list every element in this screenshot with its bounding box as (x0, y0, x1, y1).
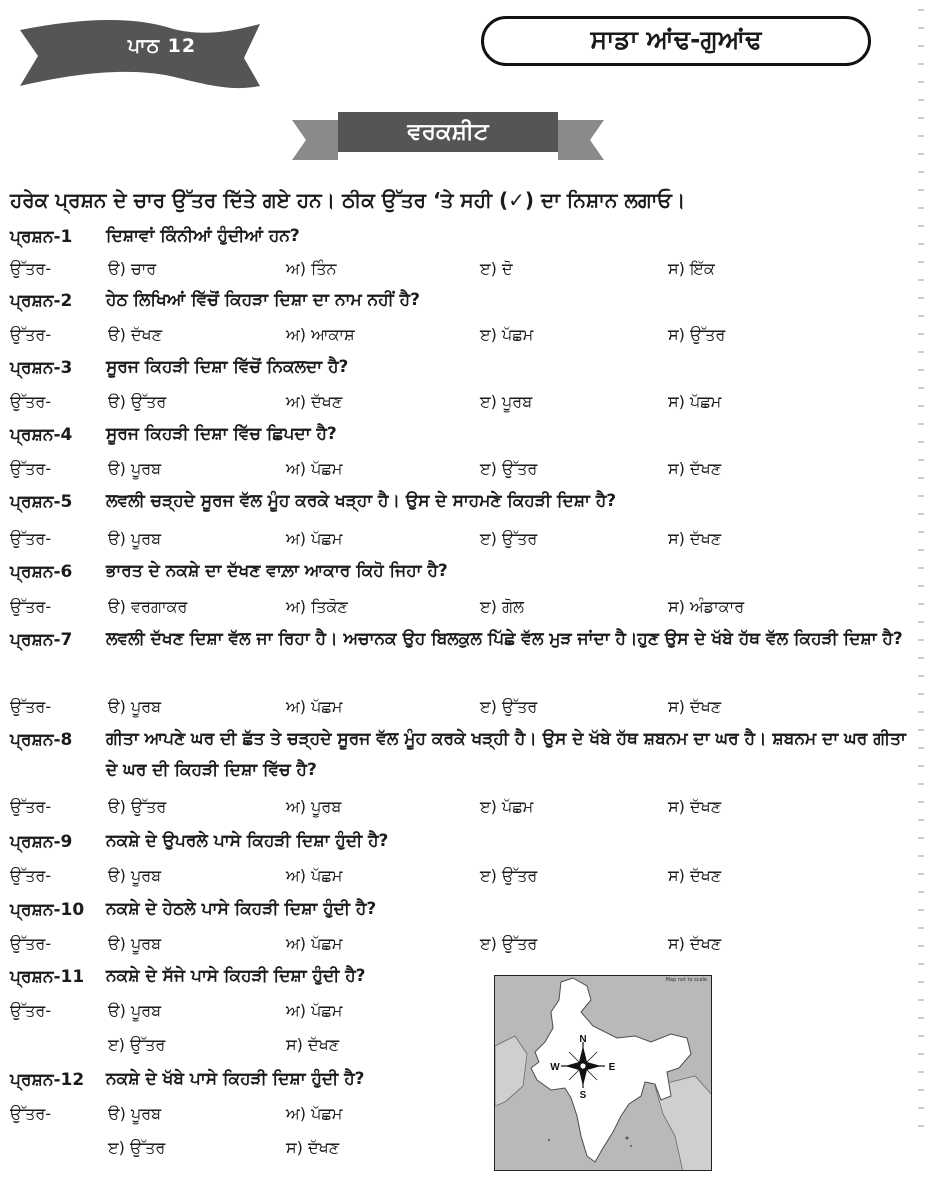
question-label: ਪ੍ਰਸ਼ਨ-9 (10, 832, 73, 852)
answer-option[interactable]: ੳ) ਪੂਰਬ (108, 459, 162, 478)
answer-option[interactable]: ਅ) ਤਿੰਨ (286, 259, 337, 278)
compass-north: N (579, 1034, 587, 1045)
answer-label: ਉੱਤਰ- (10, 797, 52, 816)
question-label: ਪ੍ਰਸ਼ਨ-2 (10, 291, 73, 311)
answer-option[interactable]: ਅ) ਪੱਛਮ (286, 934, 343, 953)
answer-option[interactable]: ੲ) ਉੱਤਰ (480, 697, 538, 716)
question-text: ਗੀਤਾ ਆਪਣੇ ਘਰ ਦੀ ਛੱਤ ਤੇ ਚੜ੍ਹਦੇ ਸੂਰਜ ਵੱਲ ਮੂੰਹ ਕਰਕੇ ਖੜ੍ਹੀ ਹੈ। ਉਸ ਦੇ ਖੱਬੇ ਹੱਥ ਸ਼ਬਨਮ ਦਾ ਘਰ ਹੈ। ਸ਼ਬਨਮ ਦਾ ਘਰ ਗੀਤਾ ਦੇ ਘਰ ਦੀ ਕਿਹੜੀ ਦਿਸ਼ਾ ਵਿੱਚ ਹੈ? (106, 729, 906, 780)
question-label: ਪ੍ਰਸ਼ਨ-6 (10, 562, 73, 582)
answer-option[interactable]: ੳ) ਪੂਰਬ (108, 697, 162, 716)
question-label: ਪ੍ਰਸ਼ਨ-1 (10, 227, 73, 247)
answer-option[interactable]: ੳ) ਵਰਗਾਕਰ (108, 597, 188, 616)
answer-option[interactable]: ੳ) ਪੂਰਬ (108, 934, 162, 953)
answer-option[interactable]: ੲ) ਉੱਤਰ (480, 934, 538, 953)
india-map-graphic (495, 976, 712, 1171)
answer-option[interactable]: ੳ) ਪੂਰਬ (108, 1104, 162, 1123)
answer-option[interactable]: ਸ) ਇੱਕ (668, 259, 715, 278)
answer-option[interactable]: ੲ) ਦੋ (480, 259, 513, 278)
question-text: ਲਵਲੀ ਦੱਖਣ ਦਿਸ਼ਾ ਵੱਲ ਜਾ ਰਿਹਾ ਹੈ। ਅਚਾਨਕ ਉਹ ਬਿਲਕੁਲ ਪਿੱਛੇ ਵੱਲ ਮੁੜ ਜਾਂਦਾ ਹੈ।ਹੁਣ ਉਸ ਦੇ ਖੱਬੇ ਹੱਥ ਵੱਲ ਕਿਹੜੀ ਦਿਸ਼ਾ ਹੈ? (106, 629, 903, 649)
worksheet-title: ਵਰਕਸ਼ੀਟ (407, 119, 489, 145)
question-label: ਪ੍ਰਸ਼ਨ-5 (10, 492, 73, 512)
answer-option[interactable]: ੲ) ਉੱਤਰ (480, 529, 538, 548)
lesson-label: ਪਾਠ 12 (127, 35, 197, 57)
answer-option[interactable]: ਅ) ਪੱਛਮ (286, 1001, 343, 1020)
answer-label: ਉੱਤਰ- (10, 392, 52, 411)
question-label: ਪ੍ਰਸ਼ਨ-11 (10, 967, 85, 987)
answer-option[interactable]: ਅ) ਪੱਛਮ (286, 529, 343, 548)
question-text: ਨਕਸ਼ੇ ਦੇ ਉਪਰਲੇ ਪਾਸੇ ਕਿਹੜੀ ਦਿਸ਼ਾ ਹੁੰਦੀ ਹੈ? (106, 831, 389, 851)
answer-label: ਉੱਤਰ- (10, 459, 52, 478)
answer-option[interactable]: ੲ) ਉੱਤਰ (480, 459, 538, 478)
question-text: ਹੇਠ ਲਿਖਿਆਂ ਵਿੱਚੋਂ ਕਿਹੜਾ ਦਿਸ਼ਾ ਦਾ ਨਾਮ ਨਹੀਂ ਹੈ? (106, 290, 420, 310)
answer-option[interactable]: ਸ) ਦੱਖਣ (668, 934, 722, 953)
answer-option[interactable]: ਸ) ਅੰਡਾਕਾਰ (668, 597, 745, 616)
instruction-text: ਹਰੇਕ ਪ੍ਰਸ਼ਨ ਦੇ ਚਾਰ ਉੱਤਰ ਦਿੱਤੇ ਗਏ ਹਨ। ਠੀਕ ਉੱਤਰ ‘ਤੇ ਸਹੀ (✓) ਦਾ ਨਿਸ਼ਾਨ ਲਗਾਓ। (10, 188, 686, 212)
compass-south: S (579, 1090, 587, 1101)
answer-option[interactable]: ੲ) ਉੱਤਰ (108, 1035, 166, 1054)
answer-option[interactable]: ੲ) ਉੱਤਰ (480, 866, 538, 885)
answer-option[interactable]: ਅ) ਪੂਰਬ (286, 797, 342, 816)
question-text: ਨਕਸ਼ੇ ਦੇ ਹੇਠਲੇ ਪਾਸੇ ਕਿਹੜੀ ਦਿਸ਼ਾ ਹੁੰਦੀ ਹੈ? (106, 899, 377, 919)
answer-option[interactable]: ਸ) ਦੱਖਣ (286, 1035, 340, 1054)
answer-label: ਉੱਤਰ- (10, 325, 52, 344)
map-credit: Map not to scale (665, 977, 707, 983)
answer-option[interactable]: ੲ) ਪੂਰਬ (480, 392, 533, 411)
answer-option[interactable]: ੳ) ਪੂਰਬ (108, 866, 162, 885)
answer-option[interactable]: ਅ) ਆਕਾਸ਼ (286, 325, 355, 344)
question-text: ਨਕਸ਼ੇ ਦੇ ਖੱਬੇ ਪਾਸੇ ਕਿਹੜੀ ਦਿਸ਼ਾ ਹੁੰਦੀ ਹੈ? (106, 1069, 365, 1089)
answer-option[interactable]: ੳ) ਉੱਤਰ (108, 392, 167, 411)
india-map (494, 975, 712, 1171)
answer-label: ਉੱਤਰ- (10, 1104, 52, 1123)
answer-option[interactable]: ਸ) ਦੱਖਣ (668, 797, 722, 816)
compass-east: E (608, 1062, 616, 1073)
answer-option[interactable]: ਅ) ਪੱਛਮ (286, 866, 343, 885)
answer-option[interactable]: ੳ) ਦੱਖਣ (108, 325, 163, 344)
answer-option[interactable]: ਸ) ਦੱਖਣ (668, 866, 722, 885)
answer-label: ਉੱਤਰ- (10, 529, 52, 548)
answer-label: ਉੱਤਰ- (10, 259, 52, 278)
answer-option[interactable]: ਸ) ਉੱਤਰ (668, 325, 726, 344)
question-label: ਪ੍ਰਸ਼ਨ-8 (10, 730, 73, 750)
answer-option[interactable]: ਸ) ਦੱਖਣ (668, 697, 722, 716)
answer-option[interactable]: ਸ) ਦੱਖਣ (668, 529, 722, 548)
question-text: ਲਵਲੀ ਚੜ੍ਹਦੇ ਸੂਰਜ ਵੱਲ ਮੂੰਹ ਕਰਕੇ ਖੜ੍ਹਾ ਹੈ। ਉਸ ਦੇ ਸਾਹਮਣੇ ਕਿਹੜੀ ਦਿਸ਼ਾ ਹੈ? (106, 491, 617, 511)
answer-option[interactable]: ੲ) ਉੱਤਰ (108, 1138, 166, 1157)
answer-option[interactable]: ਅ) ਪੱਛਮ (286, 697, 343, 716)
answer-option[interactable]: ੲ) ਪੱਛਮ (480, 325, 534, 344)
answer-label: ਉੱਤਰ- (10, 697, 52, 716)
answer-label: ਉੱਤਰ- (10, 866, 52, 885)
answer-option[interactable]: ਸ) ਦੱਖਣ (668, 459, 722, 478)
answer-option[interactable]: ੲ) ਗੋਲ (480, 597, 524, 616)
answer-option[interactable]: ੳ) ਉੱਤਰ (108, 797, 167, 816)
answer-option[interactable]: ਅ) ਦੱਖਣ (286, 392, 343, 411)
answer-option[interactable]: ਅ) ਤਿਕੋਣ (286, 597, 348, 616)
question-text: ਸੂਰਜ ਕਿਹੜੀ ਦਿਸ਼ਾ ਵਿੱਚੋਂ ਨਿਕਲਦਾ ਹੈ? (106, 357, 349, 377)
compass-west: W (550, 1062, 560, 1073)
answer-option[interactable]: ੳ) ਪੂਰਬ (108, 1001, 162, 1020)
answer-label: ਉੱਤਰ- (10, 1001, 52, 1020)
question-text: ਸੂਰਜ ਕਿਹੜੀ ਦਿਸ਼ਾ ਵਿੱਚ ਛਿਪਦਾ ਹੈ? (106, 424, 337, 444)
chapter-title: ਸਾਡਾ ਆਂਢ-ਗੁਆਂਢ (481, 16, 871, 66)
answer-option[interactable]: ੳ) ਚਾਰ (108, 259, 157, 278)
question-label: ਪ੍ਰਸ਼ਨ-3 (10, 358, 73, 378)
answer-option[interactable]: ੳ) ਪੂਰਬ (108, 529, 162, 548)
answer-option[interactable]: ਅ) ਪੱਛਮ (286, 1104, 343, 1123)
question-label: ਪ੍ਰਸ਼ਨ-7 (10, 630, 73, 650)
answer-label: ਉੱਤਰ- (10, 934, 52, 953)
margin-marks (914, 0, 928, 1185)
answer-option[interactable]: ਸ) ਦੱਖਣ (286, 1138, 340, 1157)
answer-option[interactable]: ਸ) ਪੱਛਮ (668, 392, 722, 411)
answer-option[interactable]: ਅ) ਪੱਛਮ (286, 459, 343, 478)
answer-label: ਉੱਤਰ- (10, 597, 52, 616)
answer-option[interactable]: ੲ) ਪੱਛਮ (480, 797, 534, 816)
question-label: ਪ੍ਰਸ਼ਨ-12 (10, 1070, 85, 1090)
question-label: ਪ੍ਰਸ਼ਨ-10 (10, 900, 85, 920)
question-text: ਭਾਰਤ ਦੇ ਨਕਸ਼ੇ ਦਾ ਦੱਖਣ ਵਾਲ਼ਾ ਆਕਾਰ ਕਿਹੋ ਜਿਹਾ ਹੈ? (106, 561, 448, 581)
question-label: ਪ੍ਰਸ਼ਨ-4 (10, 425, 73, 445)
question-text: ਨਕਸ਼ੇ ਦੇ ਸੱਜੇ ਪਾਸੇ ਕਿਹੜੀ ਦਿਸ਼ਾ ਹੁੰਦੀ ਹੈ? (106, 966, 366, 986)
question-text: ਦਿਸ਼ਾਵਾਂ ਕਿੰਨੀਆਂ ਹੁੰਦੀਆਂ ਹਨ? (106, 226, 300, 246)
